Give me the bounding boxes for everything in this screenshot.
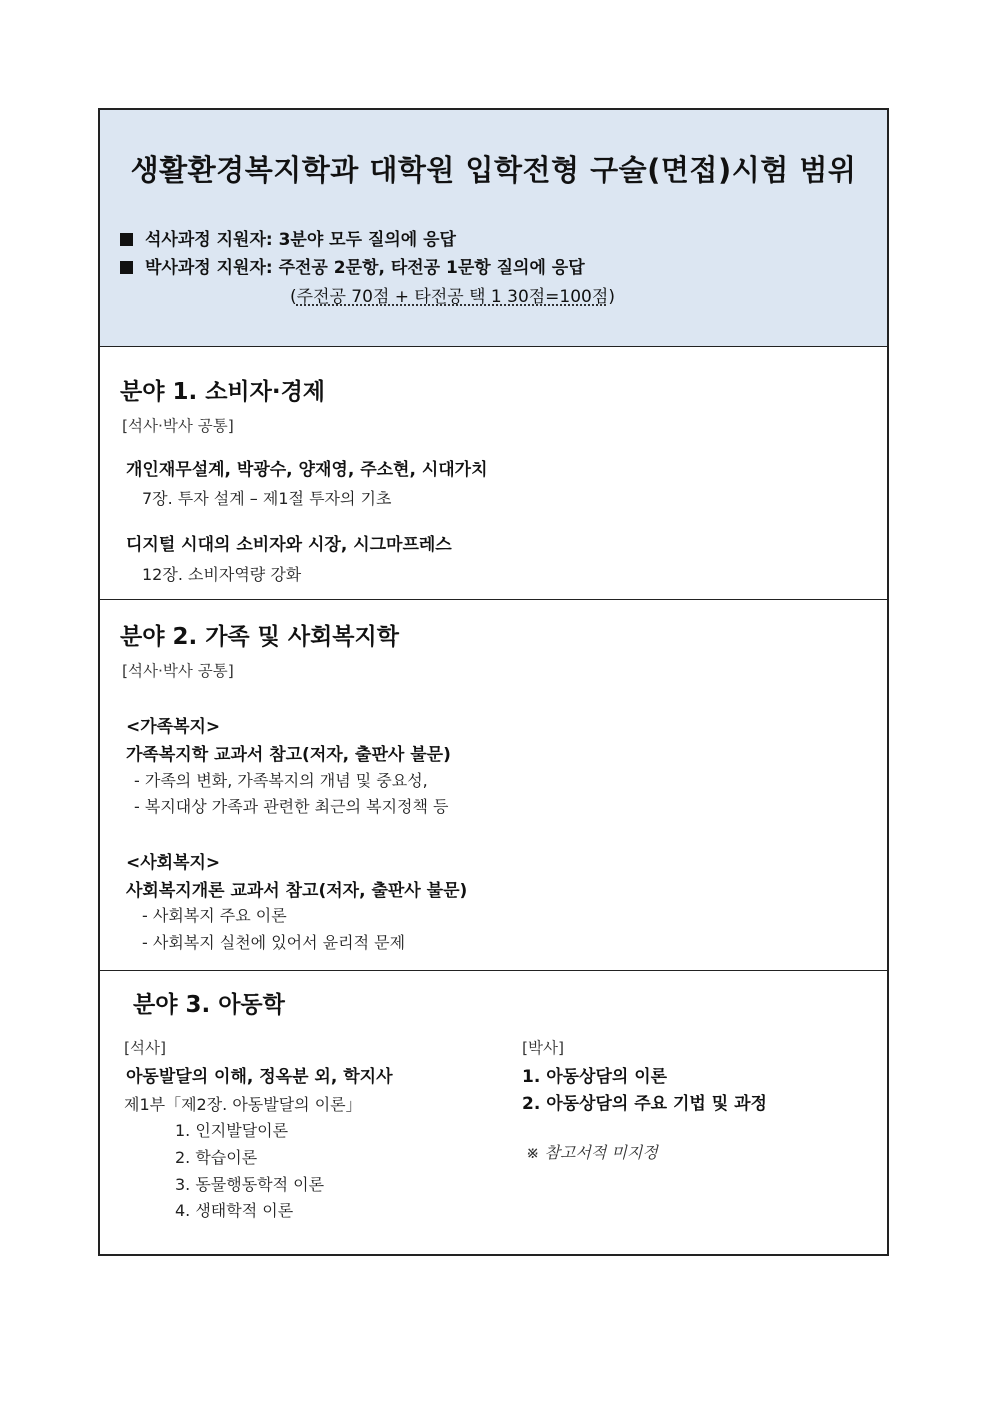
list-item: 1. 아동상담의 이론 (522, 1067, 668, 1087)
list-item: 2. 학습이론 (175, 1148, 258, 1167)
doctor-applicant-line: 박사과정 지원자: 주전공 2문항, 타전공 1문항 질의에 응답 (120, 253, 585, 278)
list-item: - 복지대상 가족과 관련한 최근의 복지정책 등 (134, 797, 449, 816)
list-item: - 가족의 변화, 가족복지의 개념 및 중요성, (134, 771, 428, 790)
reference-part: 제1부「제2장. 아동발달의 이론」 (124, 1095, 362, 1114)
section-consumer-economics (100, 347, 887, 600)
reference-note: ※ 참고서적 미지정 (526, 1143, 658, 1162)
master-applicant-line: 석사과정 지원자: 3분야 모두 질의에 응답 (120, 225, 456, 250)
reference-chapter: 12장. 소비자역량 강화 (142, 565, 302, 584)
header-section (100, 110, 887, 347)
list-item: - 사회복지 실천에 있어서 윤리적 문제 (142, 933, 406, 952)
exam-scope-frame (98, 108, 889, 1256)
reference-book: 디지털 시대의 소비자와 시장, 시그마프레스 (126, 535, 452, 555)
section-family-social-welfare (100, 600, 887, 971)
reference-book: 사회복지개론 교과서 참고(저자, 출판사 불문) (126, 881, 468, 901)
master-label: [석사] (124, 1039, 167, 1057)
section-child-studies (100, 971, 887, 1256)
section-title: 분야 1. 소비자·경제 (120, 379, 326, 405)
section-title: 분야 3. 아동학 (133, 992, 285, 1018)
list-item: 3. 동물행동학적 이론 (175, 1175, 325, 1194)
list-item: 4. 생태학적 이론 (175, 1201, 294, 1220)
list-item: - 사회복지 주요 이론 (142, 906, 287, 925)
doctor-label: [박사] (522, 1039, 565, 1057)
reference-book: 개인재무설계, 박광수, 양재영, 주소현, 시대가치 (126, 460, 488, 480)
reference-chapter: 7장. 투자 설계 – 제1절 투자의 기초 (142, 489, 392, 508)
square-bullet-icon (120, 233, 133, 246)
common-label: [석사·박사 공통] (122, 662, 234, 680)
subtopic-heading: <사회복지> (126, 853, 221, 873)
list-item: 2. 아동상담의 주요 기법 및 과정 (522, 1094, 767, 1114)
reference-book: 가족복지학 교과서 참고(저자, 출판사 불문) (126, 745, 451, 765)
section-title: 분야 2. 가족 및 사회복지학 (120, 624, 399, 650)
subtopic-heading: <가족복지> (126, 717, 221, 737)
common-label: [석사·박사 공통] (122, 417, 234, 435)
list-item: 1. 인지발달이론 (175, 1121, 289, 1140)
page-title: 생활환경복지학과 대학원 입학전형 구술(면접)시험 범위 (130, 153, 857, 187)
reference-book: 아동발달의 이해, 정옥분 외, 학지사 (126, 1067, 393, 1087)
square-bullet-icon (120, 261, 133, 274)
score-note: (주전공 70점 + 타전공 택 1 30점=100점) (290, 287, 615, 307)
